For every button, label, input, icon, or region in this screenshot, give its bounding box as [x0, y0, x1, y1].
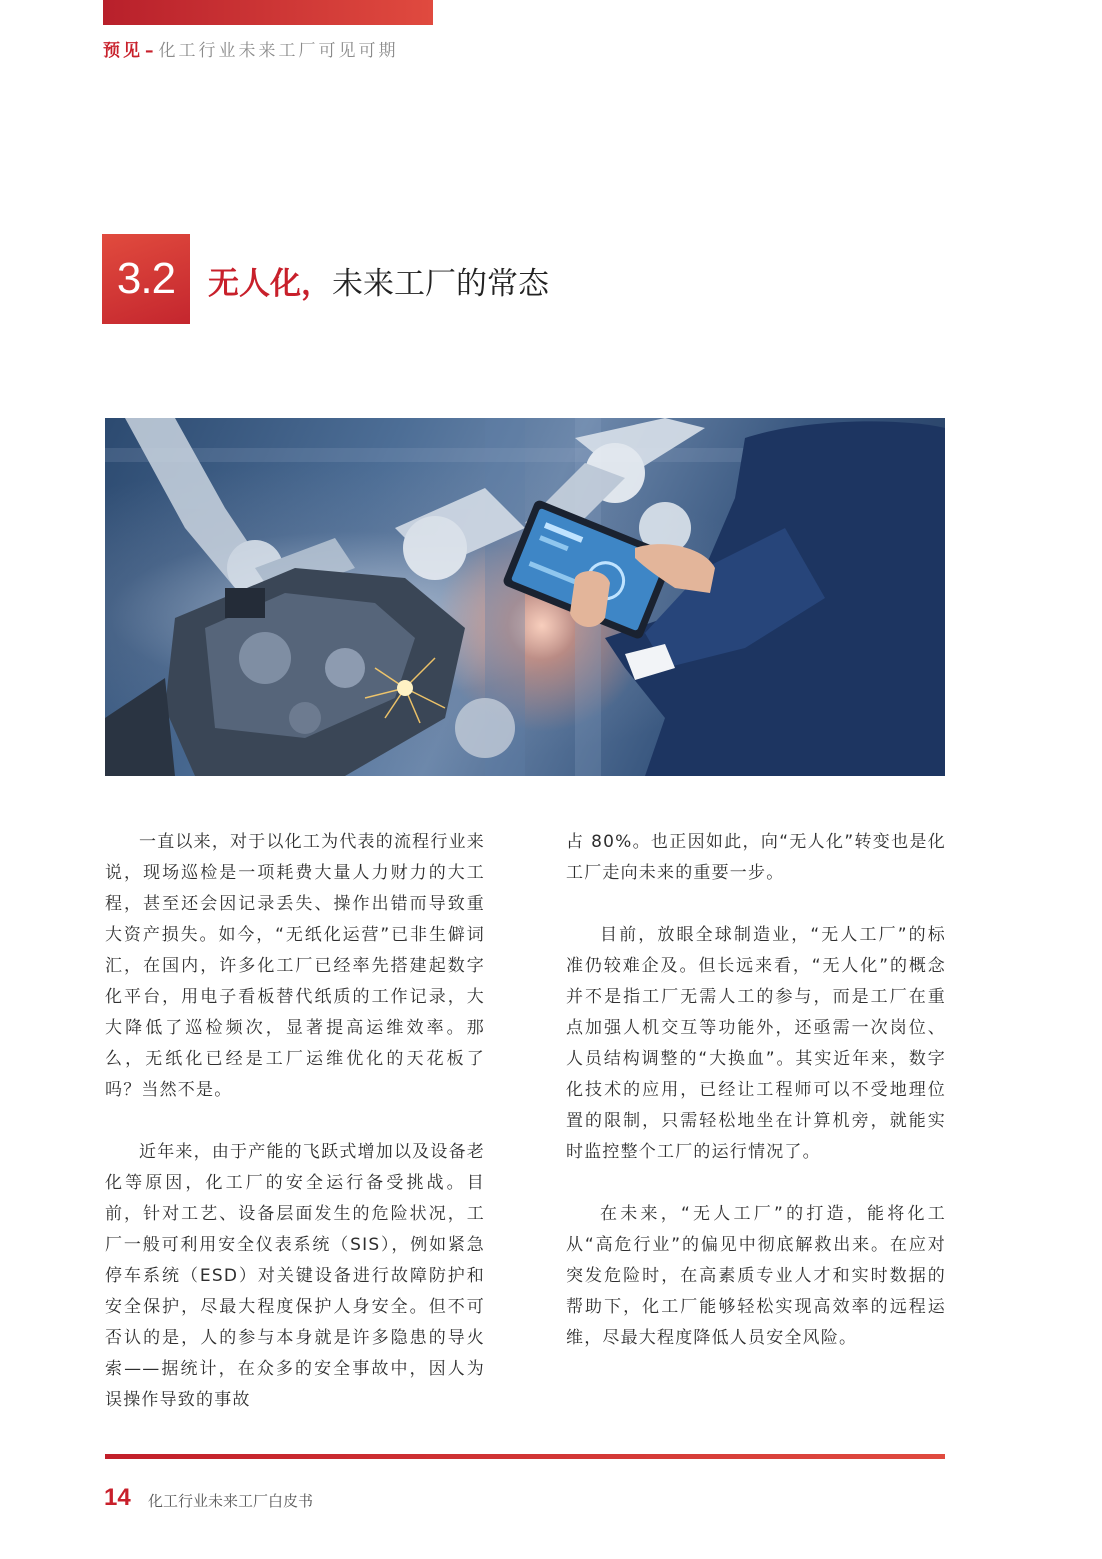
- footer-publication-title: 化工行业未来工厂白皮书: [148, 1492, 314, 1510]
- header-running-title: 化工行业未来工厂可见可期: [158, 41, 399, 61]
- page-number: 14: [104, 1484, 131, 1511]
- paragraph: 一直以来，对于以化工为代表的流程行业来说，现场巡检是一项耗费大量人力财力的大工程，甚至还会因记录丢失、操作出错而导致重大资产损失。如今，“无纸化运营”已非生僻词汇，在国内，许多化工厂已经率先搭建起数字化平台，用电子看板替代纸质的工作记录，大大降低了巡检频次，显著提高运维效率。那么，无纸化已经是工厂运维优化的天花板了吗？当然不是。: [105, 832, 485, 1100]
- body-column-right: [566, 827, 946, 1385]
- hero-illustration: [105, 418, 945, 776]
- factory-robot-arm-tablet-photo: [105, 418, 945, 776]
- paragraph: 目前，放眼全球制造业，“无人工厂”的标准仍较难企及。但长远来看，“无人化”的概念并不是指工厂无需人工的参与，而是工厂在重点加强人机交互等功能外，还亟需一次岗位、人员结构调整的“大换血”。其实近年来，数字化技术的应用，已经让工程师可以不受地理位置的限制，只需轻松地坐在计算机旁，就能实时监控整个工厂的运行情况了。: [566, 925, 946, 1162]
- section-number: 3.2: [116, 254, 176, 303]
- section-title-rest: 未来工厂的常态: [332, 266, 549, 302]
- footer-rule: [105, 1454, 945, 1459]
- section-title-strong: 无人化，: [208, 266, 332, 302]
- section-title: [208, 258, 549, 303]
- top-accent-bar: [103, 0, 433, 25]
- header-dash: –: [145, 41, 157, 61]
- running-header: [103, 36, 399, 61]
- paragraph: 近年来，由于产能的飞跃式增加以及设备老化等原因，化工厂的安全运行备受挑战。目前，针对工艺、设备层面发生的危险状况，工厂一般可利用安全仪表系统（SIS），例如紧急停车系统（ESD）对关键设备进行故障防护和安全保护，尽最大程度保护人身安全。但不可否认的是，人的参与本身就是许多隐患的导火索——据统计，在众多的安全事故中，因人为误操作导致的事故: [105, 1142, 485, 1410]
- body-column-left: [105, 827, 485, 1447]
- header-preview-label: 预见: [103, 41, 143, 61]
- paragraph-continued: 占 80%。也正因如此，向“无人化”转变也是化工厂走向未来的重要一步。: [566, 832, 946, 883]
- paragraph: 在未来，“无人工厂”的打造，能将化工从“高危行业”的偏见中彻底解救出来。在应对突发危险时，在高素质专业人才和实时数据的帮助下，化工厂能够轻松实现高效率的远程运维，尽最大程度降低人员安全风险。: [566, 1204, 946, 1348]
- section-number-box: [102, 234, 190, 324]
